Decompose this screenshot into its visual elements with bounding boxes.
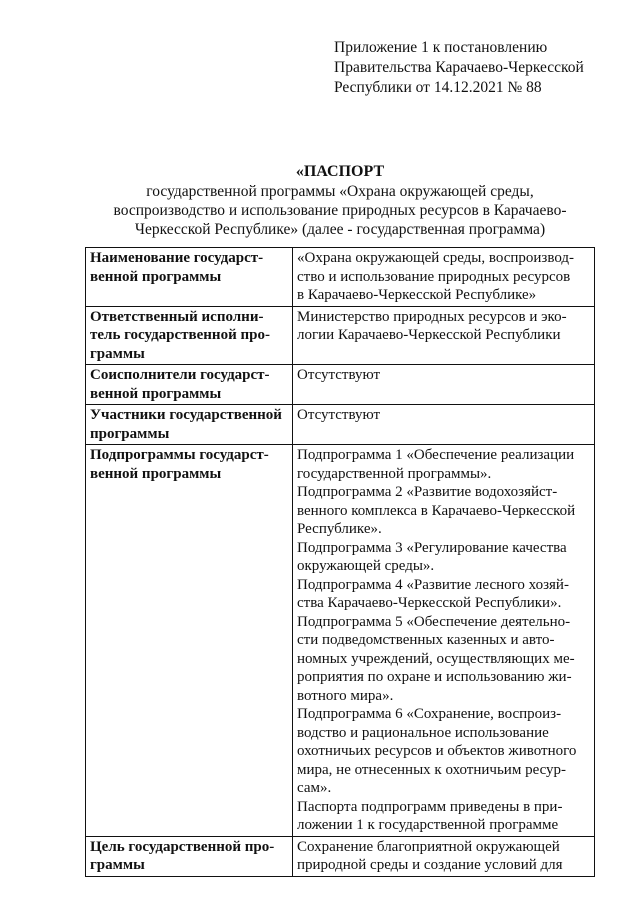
field-name-line: Ответственный исполни- [90,308,264,325]
field-value-cell [293,405,595,445]
table-row [86,365,595,405]
field-value-line: Подпрограмма 4 «Развитие лесного хозяй- [297,576,569,593]
subtitle-line: государственной программы «Охрана окружающей среды, [146,183,534,200]
field-value-line: Министерство природных ресурсов и эко- [297,308,567,325]
field-value-line: венного комплекса в Карачаево-Черкесской [297,502,576,519]
document-title: «ПАСПОРТ [295,163,385,180]
passport-table [85,247,595,877]
field-name-line: Наименование государст- [90,250,264,266]
field-value-line: Республике». [297,521,382,537]
field-name-cell [86,365,293,405]
field-name-cell [86,445,293,837]
field-value-line: природной среды и создание условий для [297,857,563,873]
field-value-line: Подпрограмма 3 «Регулирование качества [297,539,567,556]
field-value-line: вотного мира». [297,687,394,704]
field-value-cell [293,445,595,837]
document-subtitle [70,182,610,239]
field-value-line: Подпрограмма 5 «Обеспечение деятельно- [297,613,571,630]
field-value-line: Сохранение благоприятной окружающей [297,838,560,855]
field-name-line: Подпрограммы государст- [90,447,269,463]
field-value-line: роприятия по охране и использованию жи- [297,669,572,685]
field-name-line: венной программы [90,268,222,285]
field-value-line: Отсутствуют [297,407,381,423]
field-name-cell [86,405,293,445]
field-value-line: государственной программы». [297,465,492,482]
field-name-line: граммы [90,345,145,362]
field-value-line: ложении 1 к государственной программе [297,817,559,833]
field-value-line: Подпрограмма 1 «Обеспечение реализации [297,447,575,463]
field-value-line: ство и использование природных ресурсов [297,268,571,285]
field-value-cell [293,365,595,405]
field-name-line: Участники государственной [90,407,282,423]
field-name-line: Цель государственной про- [90,838,275,855]
field-name-cell [86,248,293,307]
field-value-line: охотничьих ресурсов и объектов животного [297,743,577,759]
field-value-line: в Карачаево-Черкесской Республике» [297,287,537,303]
field-value-line: Отсутствуют [297,367,381,383]
field-value-line: Подпрограмма 2 «Развитие водохозяйст- [297,484,558,500]
field-value-line: Паспорта подпрограмм приведены в при- [297,798,563,815]
field-value-line: номных учреждений, осуществляющих ме- [297,650,575,667]
field-value-line: окружающей среды». [297,558,435,574]
field-value-line: водство и рациональное использование [297,724,549,741]
subtitle-line: Черкесской Республике» (далее - государственная программа) [134,221,546,238]
appendix-note [334,38,624,98]
field-value-line: логии Карачаево-Черкесской Республики [297,327,561,343]
field-value-line: мира, не отнесенных к охотничьим ресур- [297,761,567,778]
appendix-line: Республики от 14.12.2021 № 88 [334,79,542,96]
appendix-line: Приложение 1 к постановлению [334,39,548,56]
field-value-line: сти подведомственных казенных и авто- [297,632,555,648]
table-row [86,248,595,307]
field-value-line: «Охрана окружающей среды, воспроизвод- [297,250,575,266]
table-row [86,836,595,876]
field-name-cell [86,836,293,876]
field-name-line: тель государственной про- [90,327,270,343]
table-row [86,445,595,837]
table-row [86,306,595,365]
field-name-line: программы [90,425,170,442]
field-name-line: венной программы [90,465,222,482]
subtitle-line: воспроизводство и использование природных ресурсов в Карачаево- [113,202,567,219]
field-value-cell [293,248,595,307]
field-value-line: сам». [297,780,332,796]
field-value-line: ства Карачаево-Черкесской Республики». [297,595,562,611]
field-name-line: Соисполнители государст- [90,367,270,383]
appendix-line: Правительства Карачаево-Черкесской [334,59,584,76]
table-row [86,405,595,445]
field-name-line: граммы [90,857,145,873]
field-name-cell [86,306,293,365]
field-value-cell [293,836,595,876]
passport-table-body [86,248,595,877]
field-value-cell [293,306,595,365]
field-value-line: Подпрограмма 6 «Сохранение, воспроиз- [297,706,562,722]
field-name-line: венной программы [90,385,222,402]
